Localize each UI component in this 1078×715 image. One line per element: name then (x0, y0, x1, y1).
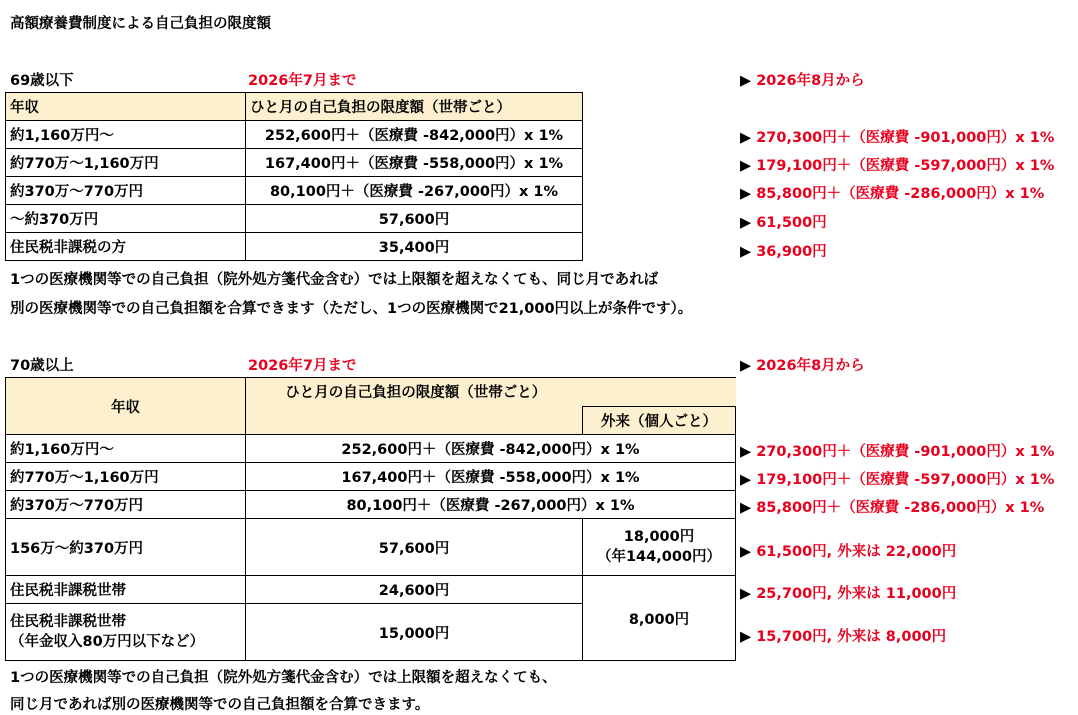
section1-new-value: ▶ 270,300円＋（医療費 -901,000円）x 1% (740, 130, 1055, 146)
table-row (6, 233, 583, 261)
section1-note-line2: 別の医療機関等での自己負担額を合算できます（ただし、1つの医療機関で21,000円以上が条件です）。 (10, 301, 693, 317)
table-row (6, 491, 736, 519)
section2-current-label: 2026年7月まで (248, 358, 357, 374)
table-row (6, 463, 736, 491)
section1-new-value: ▶ 179,100円＋（医療費 -597,000円）x 1% (740, 158, 1055, 174)
arrow-icon: ▶ (740, 500, 752, 516)
limit-cell: 57,600円 (246, 519, 583, 576)
limit-cell: 252,600円＋（医療費 -842,000円）x 1% (246, 121, 583, 149)
arrow-icon: ▶ (740, 472, 752, 488)
limit-cell: 80,100円＋（医療費 -267,000円）x 1% (246, 491, 736, 519)
section2-new-value: ▶ 61,500円, 外来は 22,000円 (740, 544, 957, 560)
section2-new-value: ▶ 85,800円＋（医療費 -286,000円）x 1% (740, 500, 1045, 516)
limit-cell: 80,100円＋（医療費 -267,000円）x 1% (246, 177, 583, 205)
table-row (6, 205, 583, 233)
income-cell: 住民税非課税世帯 （年金収入80万円以下など） (6, 604, 246, 661)
limit-cell: 167,400円＋（医療費 -558,000円）x 1% (246, 149, 583, 177)
section2-new-value: ▶ 179,100円＋（医療費 -597,000円）x 1% (740, 472, 1055, 488)
section2-new-value: ▶ 25,700円, 外来は 11,000円 (740, 586, 957, 602)
income-subnote: （年金収入80万円以下など） (10, 634, 205, 650)
section2-new-value: ▶ 270,300円＋（医療費 -901,000円）x 1% (740, 444, 1055, 460)
section2-note-line1: 1つの医療機関等での自己負担（院外処方箋代金含む）では上限額を超えなくても、 (10, 670, 557, 686)
page-title: 高額療養費制度による自己負担の限度額 (10, 16, 271, 32)
header-spacer (246, 406, 583, 435)
limit-cell: 57,600円 (246, 205, 583, 233)
outpatient-annual: （年144,000円） (596, 549, 722, 565)
section2-age-label: 70歳以上 (10, 358, 74, 374)
limit-cell: 24,600円 (246, 576, 583, 604)
section1-age-label: 69歳以下 (10, 73, 74, 89)
outpatient-shared-cell: 8,000円 (583, 576, 736, 661)
arrow-icon: ▶ (740, 358, 752, 374)
header-limit: ひと月の自己負担の限度額（世帯ごと） (246, 378, 736, 407)
income-cell: 約770万～1,160万円 (6, 149, 246, 177)
outpatient-cell (583, 519, 736, 576)
income-cell: ～約370万円 (6, 205, 246, 233)
arrow-icon: ▶ (740, 186, 752, 202)
table-row (6, 121, 583, 149)
outpatient-value: 18,000円 (623, 529, 695, 545)
arrow-icon: ▶ (740, 158, 752, 174)
header-limit: ひと月の自己負担の限度額（世帯ごと） (246, 93, 583, 121)
income-cell: 約1,160万円～ (6, 121, 246, 149)
income-cell: 約370万～770万円 (6, 491, 246, 519)
section1-new-value: ▶ 85,800円＋（医療費 -286,000円）x 1% (740, 186, 1045, 202)
income-cell: 約370万～770万円 (6, 177, 246, 205)
arrow-icon: ▶ (740, 244, 752, 260)
header-income: 年収 (6, 93, 246, 121)
arrow-icon: ▶ (740, 215, 752, 231)
arrow-icon: ▶ (740, 586, 752, 602)
section1-note-line1: 1つの医療機関等での自己負担（院外処方箋代金含む）では上限額を超えなくても、同じ月であれば (10, 272, 659, 288)
header-income: 年収 (6, 378, 246, 435)
arrow-icon: ▶ (740, 130, 752, 146)
income-cell: 156万～約370万円 (6, 519, 246, 576)
income-cell: 住民税非課税の方 (6, 233, 246, 261)
section2-table (5, 377, 736, 661)
table-header-row (6, 378, 736, 407)
income-cell: 約770万～1,160万円 (6, 463, 246, 491)
limit-cell: 167,400円＋（医療費 -558,000円）x 1% (246, 463, 736, 491)
table-row (6, 576, 736, 604)
arrow-icon: ▶ (740, 629, 752, 645)
limit-cell: 252,600円＋（医療費 -842,000円）x 1% (246, 435, 736, 463)
table-row (6, 149, 583, 177)
section2-new-value: ▶ 15,700円, 外来は 8,000円 (740, 629, 947, 645)
section2-new-label: ▶ 2026年8月から (740, 358, 865, 374)
limit-cell: 15,000円 (246, 604, 583, 661)
arrow-icon: ▶ (740, 73, 752, 89)
income-cell: 約1,160万円～ (6, 435, 246, 463)
section1-new-value: ▶ 36,900円 (740, 244, 827, 260)
section1-new-label: ▶ 2026年8月から (740, 73, 865, 89)
arrow-icon: ▶ (740, 444, 752, 460)
table-row (6, 435, 736, 463)
section2-note-line2: 同じ月であれば別の医療機関等での自己負担額を合算できます。 (10, 697, 430, 713)
table-row (6, 519, 736, 576)
arrow-icon: ▶ (740, 544, 752, 560)
limit-cell: 35,400円 (246, 233, 583, 261)
income-cell: 住民税非課税世帯 (6, 576, 246, 604)
table-header-row (6, 93, 583, 121)
section1-new-value: ▶ 61,500円 (740, 215, 827, 231)
section1-table (5, 92, 583, 261)
header-outpatient: 外来（個人ごと） (583, 406, 736, 435)
table-row (6, 177, 583, 205)
section1-current-label: 2026年7月まで (248, 73, 357, 89)
